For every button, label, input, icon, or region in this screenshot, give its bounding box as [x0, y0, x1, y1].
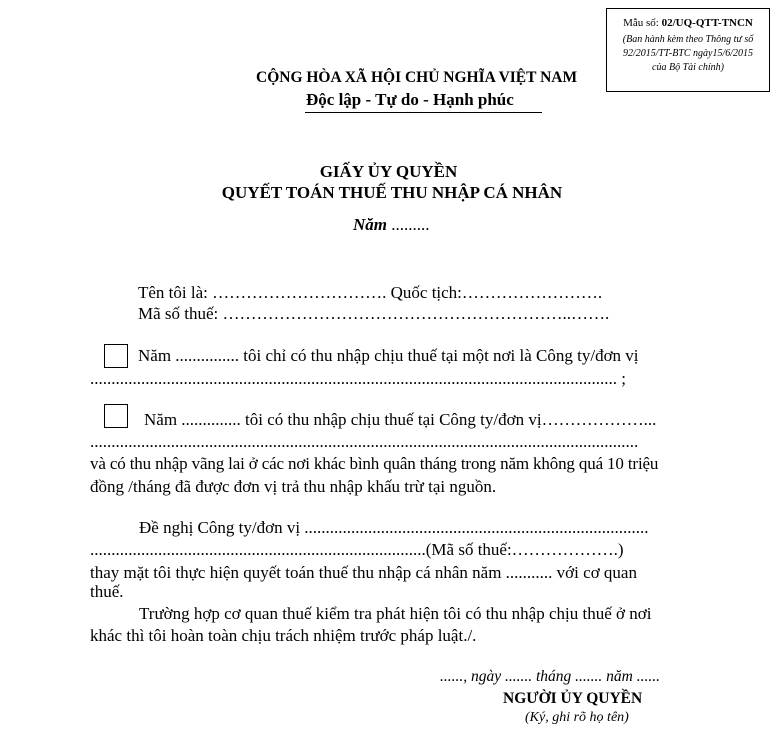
option2-checkbox[interactable] — [104, 404, 128, 428]
doc-title-line1: GIẤY ỦY QUYỀN — [319, 162, 458, 181]
national-motto: Độc lập - Tự do - Hạnh phúc — [306, 90, 514, 109]
request-line5: Trường hợp cơ quan thuế kiểm tra phát hiện tôi có thu nhập chịu thuế ở nơi — [139, 604, 652, 623]
request-line4: thuế. — [90, 582, 124, 601]
option1-line1: Năm ............... tôi chỉ có thu nhập chịu thuế tại một nơi là Công ty/đơn vị — [138, 346, 639, 365]
tax-code-line: Mã số thuế: ……………………………………………………..……. — [138, 304, 610, 323]
country-name: CỘNG HÒA XÃ HỘI CHỦ NGHĨA VIỆT NAM — [256, 69, 578, 86]
year-line — [353, 215, 430, 235]
year-dots: ......... — [387, 215, 430, 234]
request-line3: thay mặt tôi thực hiện quyết toán thuế thu nhập cá nhân năm ........... với cơ quan — [90, 563, 637, 582]
signature-note: (Ký, ghi rõ họ tên) — [525, 710, 629, 725]
form-note-line1: (Ban hành kèm theo Thông tư số — [622, 34, 754, 45]
option1-line2: ............................................................................................................................ ; — [90, 369, 626, 388]
option2-line1: Năm .............. tôi có thu nhập chịu thuế tại Công ty/đơn vị………………... — [144, 410, 657, 429]
form-code — [607, 17, 769, 29]
option2-line3: và có thu nhập vãng lai ở các nơi khác bình quân tháng trong năm không quá 10 triệu — [90, 454, 659, 473]
motto-underline — [305, 112, 542, 113]
form-code-value: 02/UQ-QTT-TNCN — [661, 17, 753, 29]
request-line6: khác thì tôi hoàn toàn chịu trách nhiệm trước pháp luật./. — [90, 626, 477, 645]
request-line2: ...............................................................................(Mã số thuế:……………….) — [90, 540, 624, 559]
form-note-line3: của Bộ Tài chính) — [652, 62, 724, 73]
name-nationality-line: Tên tôi là: …………………………. Quốc tịch:……………………. — [138, 283, 603, 302]
request-line1: Đề nghị Công ty/đơn vị ................................................................................. — [139, 518, 649, 537]
option2-line4: đồng /tháng đã được đơn vị trả thu nhập khấu trừ tại nguồn. — [90, 477, 497, 496]
year-label: Năm — [353, 215, 387, 234]
signature-date-line: ......, ngày ....... tháng ....... năm ...... — [440, 668, 661, 685]
form-code-prefix: Mẫu số: — [623, 17, 662, 29]
form-note-line2: 92/2015/TT-BTC ngày15/6/2015 — [622, 48, 754, 59]
option1-checkbox[interactable] — [104, 344, 128, 368]
form-code-box — [606, 8, 770, 92]
signer-title: NGƯỜI ỦY QUYỀN — [503, 690, 643, 707]
doc-title-line2: QUYẾT TOÁN THUẾ THU NHẬP CÁ NHÂN — [221, 183, 563, 202]
option2-line2: ................................................................................................................................. — [90, 432, 639, 451]
